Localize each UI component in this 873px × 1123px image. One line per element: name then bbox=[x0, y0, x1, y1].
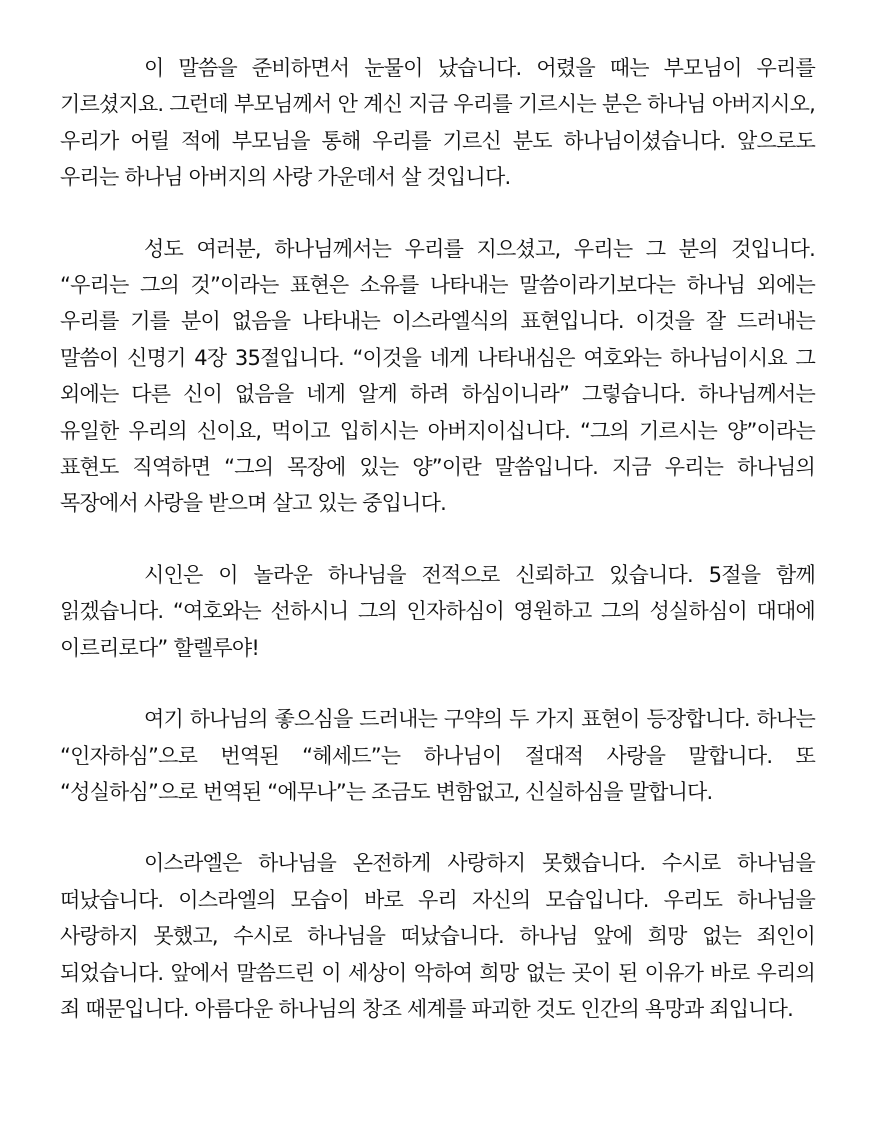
document-page bbox=[60, 50, 815, 1027]
paragraph-3: 시인은 이 놀라운 하나님을 전적으로 신뢰하고 있습니다. 5절을 함께 읽겠습니다. “여호와는 선하시니 그의 인자하심이 영원하고 그의 성실하심이 대대에 이르리로다” 할렐루야! bbox=[60, 562, 815, 660]
paragraph-4: 여기 하나님의 좋으심을 드러내는 구약의 두 가지 표현이 등장합니다. 하나는 “인자하심”으로 번역된 “헤세드”는 하나님이 절대적 사랑을 말합니다. 또 “성실하심”으로 번역된 “에무나”는 조금도 변함없고, 신실하심을 말합니다. bbox=[60, 707, 815, 804]
paragraph-1: 이 말씀을 준비하면서 눈물이 났습니다. 어렸을 때는 부모님이 우리를 기르셨지요. 그런데 부모님께서 안 계신 지금 우리를 기르시는 분은 하나님 아버지시오, 우리가 어릴 적에 부모님을 통해 우리를 기르신 분도 하나님이셨습니다. 앞으로도 우리는 하나님 아버지의 사랑 가운데서 살 것입니다. bbox=[60, 56, 815, 190]
paragraph-5: 이스라엘은 하나님을 온전하게 사랑하지 못했습니다. 수시로 하나님을 떠났습니다. 이스라엘의 모습이 바로 우리 자신의 모습입니다. 우리도 하나님을 사랑하지 못했고, 수시로 하나님을 떠났습니다. 하나님 앞에 희망 없는 죄인이 되었습니다. 앞에서 말씀드린 이 세상이 악하여 희망 없는 곳이 된 이유가 바로 우리의 죄 때문입니다. 아름다운 하나님의 창조 세계를 파괴한 것도 인간의 욕망과 죄입니다. bbox=[60, 851, 815, 1021]
paragraph-2: 성도 여러분, 하나님께서는 우리를 지으셨고, 우리는 그 분의 것입니다. “우리는 그의 것”이라는 표현은 소유를 나타내는 말씀이라기보다는 하나님 외에는 우리를 기를 분이 없음을 나타내는 이스라엘식의 표현입니다. 이것을 잘 드러내는 말씀이 신명기 4장 35절입니다. “이것을 네게 나타내심은 여호와는 하나님이시요 그 외에는 다른 신이 없음을 네게 알게 하려 하심이니라” 그렇습니다. 하나님께서는 유일한 우리의 신이요, 먹이고 입히시는 아버지이십니다. “그의 기르시는 양”이라는 표현도 직역하면 “그의 목장에 있는 양”이란 말씀입니다. 지금 우리는 하나님의 목장에서 사랑을 받으며 살고 있는 중입니다. bbox=[60, 236, 815, 516]
